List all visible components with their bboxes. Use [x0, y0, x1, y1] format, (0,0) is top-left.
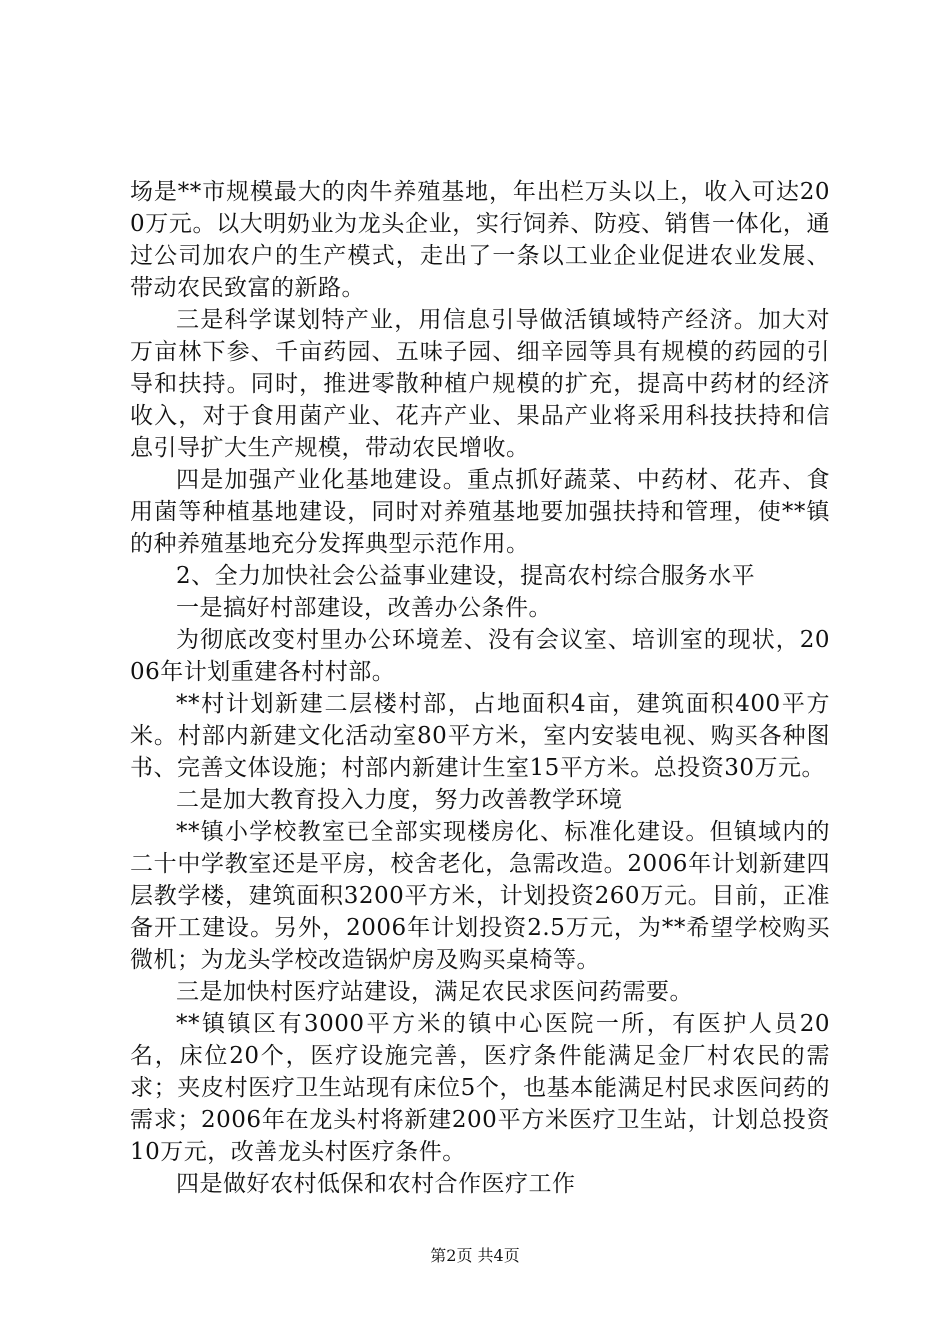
paragraph-2: 三是科学谋划特产业，用信息引导做活镇域特产经济。加大对万亩林下参、千亩药园、五味子园、细辛园等具有规模的药园的引导和扶持。同时，推进零散种植户规模的扩充，提高中药材的经济收入，对于食用菌产业、花卉产业、果品产业将采用科技扶持和信息引导扩大生产规模，带动农民增收。	[130, 307, 830, 461]
paragraph-7: **村计划新建二层楼村部，占地面积4亩，建筑面积400平方米。村部内新建文化活动室80平方米，室内安装电视、购买各种图书、完善文体设施；村部内新建计生室15平方米。总投资30万元。	[130, 691, 830, 781]
paragraph-11: **镇镇区有3000平方米的镇中心医院一所，有医护人员20名，床位20个，医疗设施完善，医疗条件能满足金厂村农民的需求；夹皮村医疗卫生站现有床位5个，也基本能满足村民求医问药的需求；2006年在龙头村将新建200平方米医疗卫生站，计划总投资10万元，改善龙头村医疗条件。	[130, 1011, 830, 1165]
section-heading-2: 2、全力加快社会公益事业建设，提高农村综合服务水平	[176, 563, 756, 589]
paragraph-1: 场是**市规模最大的肉牛养殖基地，年出栏万头以上，收入可达200万元。以大明奶业为龙头企业，实行饲养、防疫、销售一体化，通过公司加农户的生产模式，走出了一条以工业企业促进农业发展、带动农民致富的新路。	[130, 179, 830, 301]
paragraph-6: 为彻底改变村里办公环境差、没有会议室、培训室的现状，2006年计划重建各村村部。	[130, 627, 830, 685]
paragraph-12: 四是做好农村低保和农村合作医疗工作	[176, 1171, 576, 1197]
page-number-footer: 第2页 共4页	[430, 1246, 520, 1265]
paragraph-8: 二是加大教育投入力度，努力改善教学环境	[176, 787, 623, 813]
paragraph-9: **镇小学校教室已全部实现楼房化、标准化建设。但镇域内的二十中学教室还是平房，校舍老化，急需改造。2006年计划新建四层教学楼，建筑面积3200平方米，计划投资260万元。目前，正准备开工建设。另外，2006年计划投资2.5万元，为**希望学校购买微机；为龙头学校改造锅炉房及购买桌椅等。	[130, 819, 830, 973]
paragraph-3: 四是加强产业化基地建设。重点抓好蔬菜、中药材、花卉、食用菌等种植基地建设，同时对养殖基地要加强扶持和管理，使**镇的种养殖基地充分发挥典型示范作用。	[130, 467, 830, 557]
paragraph-5: 一是搞好村部建设，改善办公条件。	[176, 595, 552, 621]
paragraph-10: 三是加快村医疗站建设，满足农民求医问药需要。	[176, 979, 693, 1005]
document-body	[130, 176, 830, 1200]
